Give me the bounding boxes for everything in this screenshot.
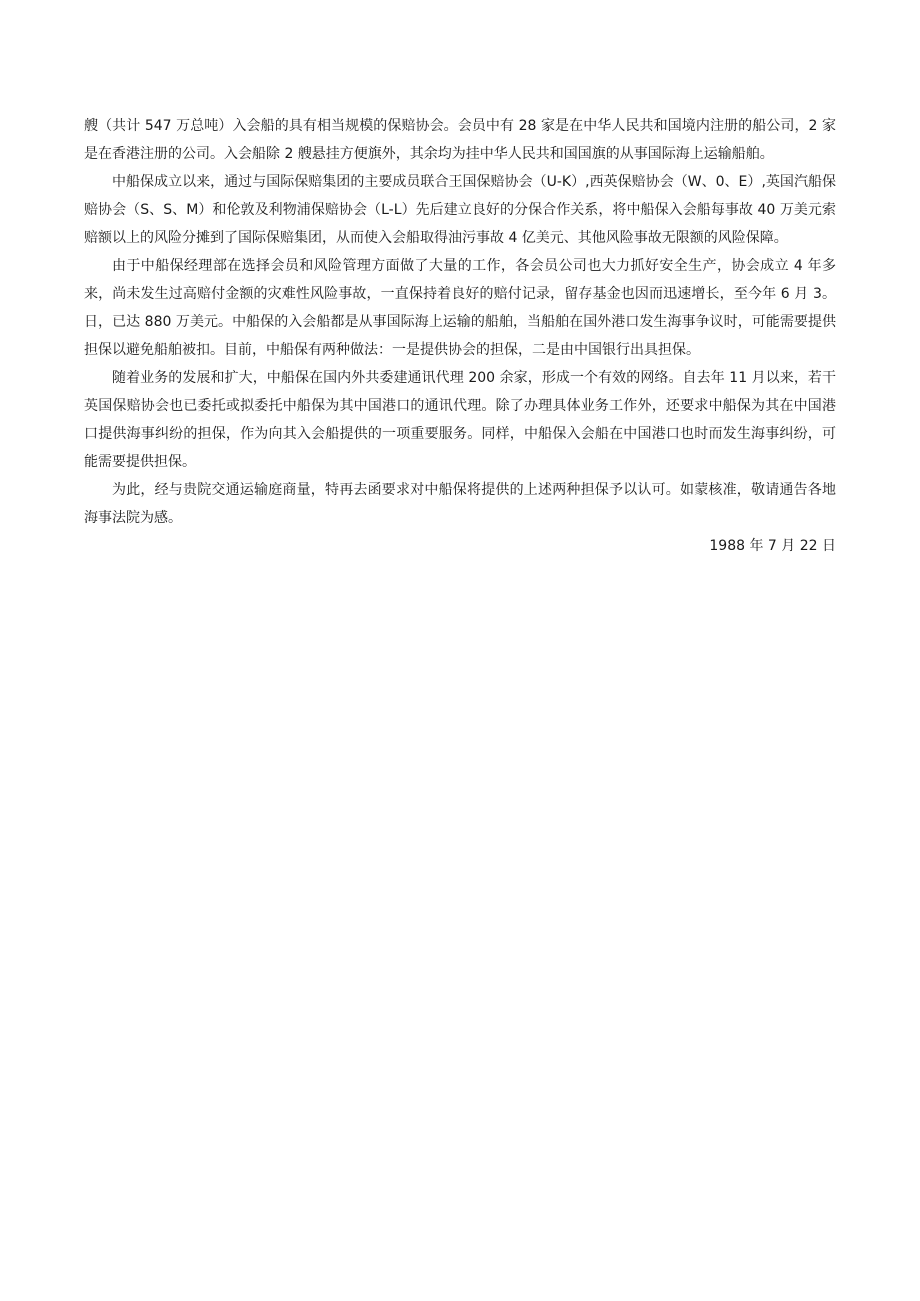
paragraph-request: 为此，经与贵院交通运输庭商量，特再去函要求对中船保将提供的上述两种担保予以认可。如蒙核准，敬请通告各地海事法院为感。 xyxy=(84,482,836,526)
paragraph-risk-management: 由于中船保经理部在选择会员和风险管理方面做了大量的工作，各会员公司也大力抓好安全生产，协会成立 4 年多来，尚未发生过高赔付金额的灾难性风险事故，一直保持着良好的赔付记录，留存基金也因而迅速增长，至今年 6 月 3。日，已达 880 万美元。中船保的入会船都是从事国际海上运输的船舶，当船舶在国外港口发生海事争议时，可能需要提供担保以避免船舶被扣。目前，中船保有两种做法：一是提供协会的担保，二是由中国银行出具担保。 xyxy=(84,258,836,358)
document-date: 1988 年 7 月 22 日 xyxy=(709,538,836,554)
paragraph-continuation: 艘（共计 547 万总吨）入会船的具有相当规模的保赔协会。会员中有 28 家是在中华人民共和国境内注册的船公司，2 家是在香港注册的公司。入会船除 2 艘悬挂方便旗外，其余均为挂中华人民共和国国旗的从事国际海上运输船舶。 xyxy=(84,118,836,162)
paragraph-reinsurance: 中船保成立以来，通过与国际保赔集团的主要成员联合王国保赔协会（U-K）,西英保赔协会（W、0、E）,英国汽船保赔协会（S、S、M）和伦敦及利物浦保赔协会（L-L）先后建立良好的分保合作关系，将中船保入会船每事故 40 万美元索赔额以上的风险分摊到了国际保赔集团，从而使入会船取得油污事故 4 亿美元、其他风险事故无限额的风险保障。 xyxy=(84,174,836,246)
document-page xyxy=(84,112,836,560)
paragraph-correspondents: 随着业务的发展和扩大，中船保在国内外共委建通讯代理 200 余家，形成一个有效的网络。自去年 11 月以来，若干英国保赔协会也已委托或拟委托中船保为其中国港口的通讯代理。除了办理具体业务工作外，还要求中船保为其在中国港口提供海事纠纷的担保，作为向其入会船提供的一项重要服务。同样，中船保入会船在中国港口也时而发生海事纠纷，可能需要提供担保。 xyxy=(84,370,836,470)
